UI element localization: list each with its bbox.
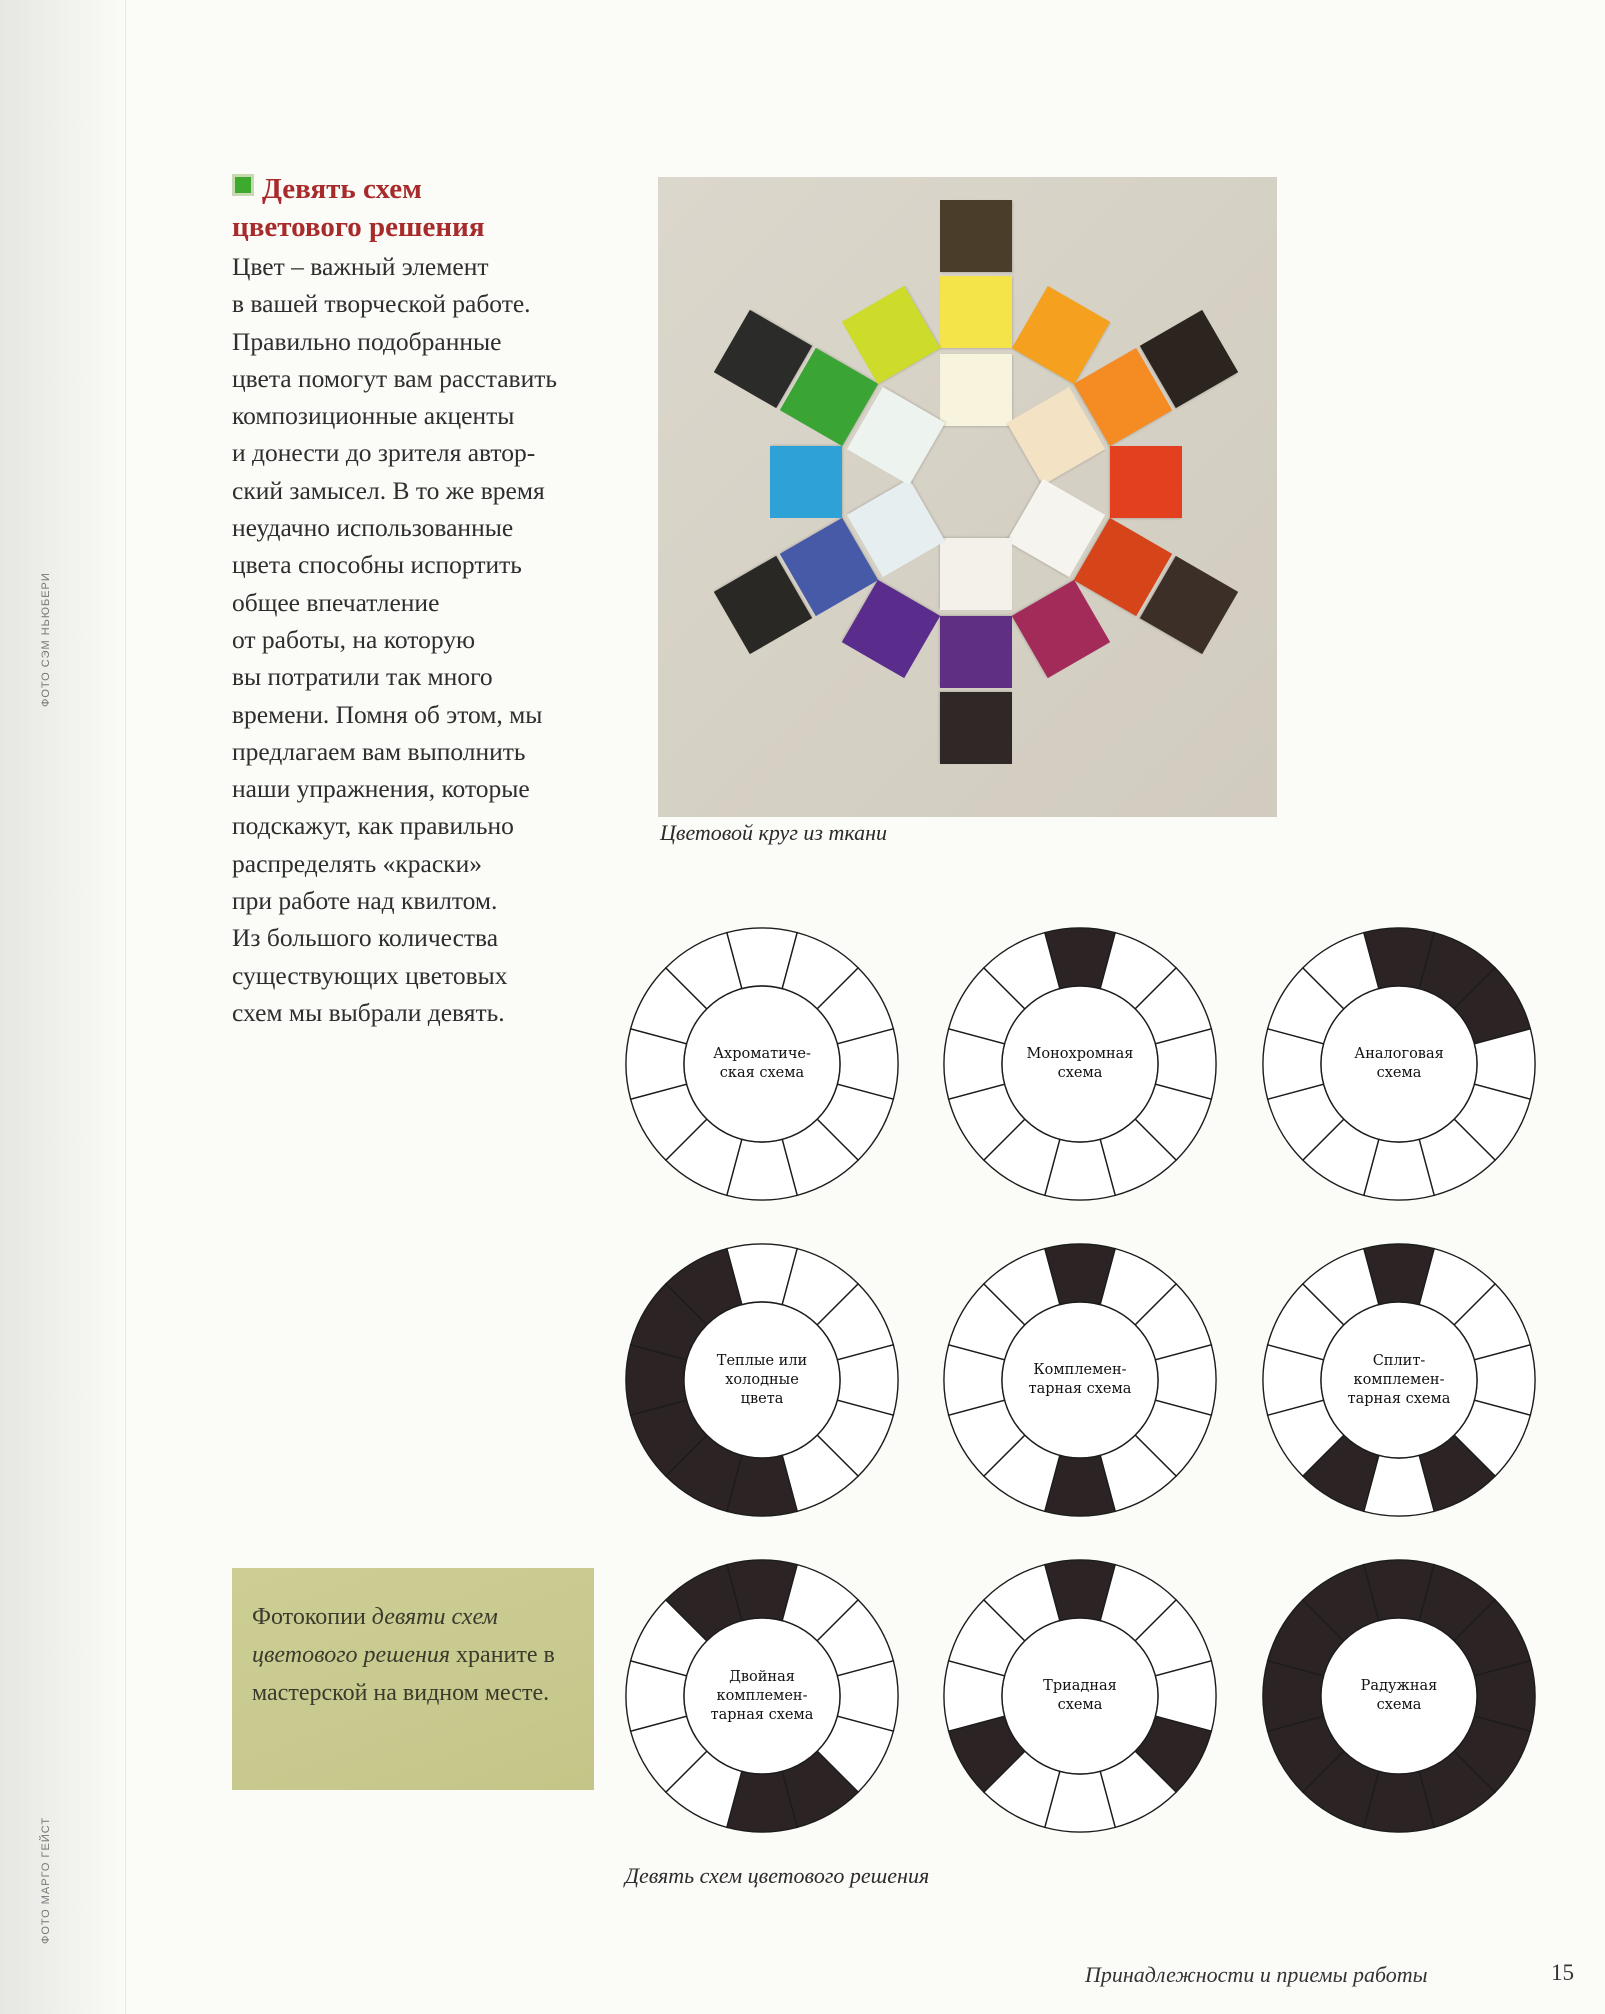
wheel-label-line: схема <box>1376 1697 1422 1713</box>
wheel-label-line: комплемен- <box>716 1687 808 1704</box>
color-scheme-wheel <box>940 1240 1220 1520</box>
wheel-label-text <box>1027 1045 1134 1083</box>
wheel-label-line: комплемен- <box>1353 1371 1445 1388</box>
wheel-label-line: схема <box>1057 1697 1103 1713</box>
color-scheme-wheel <box>940 1556 1220 1836</box>
photo-credit-bottom: ФОТО МАРГО ГЕЙСТ <box>40 1816 52 1944</box>
wheel-label <box>1002 1302 1158 1458</box>
body-line: подскажут, как правильно <box>232 811 514 841</box>
fabric-color-wheel-photo <box>658 177 1277 817</box>
wheel-label <box>1321 1302 1477 1458</box>
wheel-label-line: тарная схема <box>1347 1390 1451 1407</box>
wheel-label <box>1002 1618 1158 1774</box>
wheel-label-line: Триадная <box>1043 1678 1117 1694</box>
gutter-divider <box>125 0 126 2014</box>
wheel-label <box>1321 986 1477 1142</box>
color-scheme-wheel <box>622 1556 902 1836</box>
wheel-label-line: ская схема <box>719 1065 805 1081</box>
wheel-label <box>684 1302 840 1458</box>
body-line: цвета помогут вам расставить <box>232 363 558 393</box>
color-scheme-wheel <box>622 924 902 1204</box>
middle-swatch <box>770 446 842 518</box>
page-number: 15 <box>1551 1960 1574 1985</box>
middle-swatch <box>1110 446 1182 518</box>
wheel-label-line: схема <box>1057 1065 1103 1081</box>
body-line: композиционные акценты <box>232 401 515 431</box>
square-bullet-icon <box>232 174 254 196</box>
wheel-label <box>1002 986 1158 1142</box>
middle-swatch <box>842 286 940 384</box>
wheel-label-text <box>717 1352 807 1409</box>
photo-credit-top: ФОТО СЭМ НЬЮБЕРИ <box>40 572 52 708</box>
body-line: распределять «краски» <box>232 848 482 878</box>
color-scheme-wheel <box>622 1240 902 1520</box>
wheels-caption: Девять схем цветового решения <box>625 1863 930 1888</box>
wheel-label-text <box>1348 1352 1451 1409</box>
wheel-label-line: Аналоговая <box>1354 1046 1444 1062</box>
wheel-label-line: Двойная <box>729 1668 795 1685</box>
body-line: времени. Помня об этом, мы <box>232 699 543 729</box>
heading-line-1: Девять схем <box>232 170 652 208</box>
outer-swatch <box>940 692 1012 764</box>
color-scheme-wheel <box>1259 1556 1539 1836</box>
body-line: Цвет – важный элемент <box>232 252 489 281</box>
body-line: цвета способны испортить <box>232 550 522 580</box>
wheel-label-line: Теплые или <box>716 1352 808 1369</box>
body-line: вы потратили так много <box>232 662 493 692</box>
body-line: и донести до зрителя автор- <box>232 438 536 468</box>
middle-swatch <box>940 276 1012 348</box>
body-line: предлагаем вам выполнить <box>232 736 526 766</box>
wheel-label-line: схема <box>1376 1065 1422 1081</box>
wheel-label-text <box>1354 1045 1444 1083</box>
body-line: неудачно использованные <box>232 513 514 543</box>
wheel-label-line: холодные <box>725 1371 799 1388</box>
body-line: при работе над квилтом. <box>232 886 498 916</box>
wheel-label-line: Радужная <box>1360 1678 1438 1694</box>
wheel-label-line: Ахроматиче- <box>713 1046 811 1062</box>
heading-line-2: цветового решения <box>232 211 485 243</box>
outer-swatch <box>940 200 1012 272</box>
body-line: в вашей творческой работе. <box>232 289 531 319</box>
wheel-label-line: тарная схема <box>710 1706 814 1723</box>
wheel-label-line: Сплит- <box>1372 1352 1426 1369</box>
section-heading <box>232 170 652 246</box>
wheel-label-line: Комплемен- <box>1033 1362 1127 1378</box>
wheel-label <box>684 986 840 1142</box>
middle-swatch <box>842 580 940 678</box>
middle-swatch <box>1012 580 1110 678</box>
color-scheme-wheel <box>1259 924 1539 1204</box>
inner-swatch <box>940 538 1012 610</box>
wheel-label <box>684 1618 840 1774</box>
wheel-label-text <box>711 1668 814 1725</box>
color-scheme-wheel <box>1259 1240 1539 1520</box>
color-scheme-wheel <box>940 924 1220 1204</box>
middle-swatch <box>940 616 1012 688</box>
wheel-label-text <box>713 1045 811 1083</box>
wheel-label-line: цвета <box>740 1390 784 1407</box>
body-line: общее впечатление <box>232 587 440 617</box>
running-footer: Принадлежности и приемы работы <box>1085 1962 1428 1987</box>
body-line: Правильно подобранные <box>232 326 502 356</box>
body-line: наши упражнения, которые <box>232 774 530 804</box>
body-line: схем мы выбрали девять. <box>232 997 505 1027</box>
body-line: ский замысел. В то же время <box>232 475 545 505</box>
body-line: Из большого количества <box>232 923 499 953</box>
tip-text: Фотокопии девяти схем цветового решения храните в мастерской на видном месте. <box>252 1604 555 1706</box>
tip-box <box>232 1568 594 1790</box>
body-line: от работы, на которую <box>232 624 476 654</box>
page-gutter <box>0 0 125 2014</box>
wheel-label-line: тарная схема <box>1028 1381 1132 1397</box>
middle-swatch <box>1012 286 1110 384</box>
inner-swatch <box>940 354 1012 426</box>
wheel-label-text <box>1043 1677 1117 1715</box>
body-line: существующих цветовых <box>232 960 508 990</box>
wheel-label-text <box>1029 1361 1132 1399</box>
wheel-label-text <box>1361 1677 1438 1715</box>
wheel-label-line: Монохромная <box>1026 1046 1134 1062</box>
photo-caption: Цветовой круг из ткани <box>660 820 888 845</box>
body-paragraph <box>232 248 652 1031</box>
wheel-label <box>1321 1618 1477 1774</box>
